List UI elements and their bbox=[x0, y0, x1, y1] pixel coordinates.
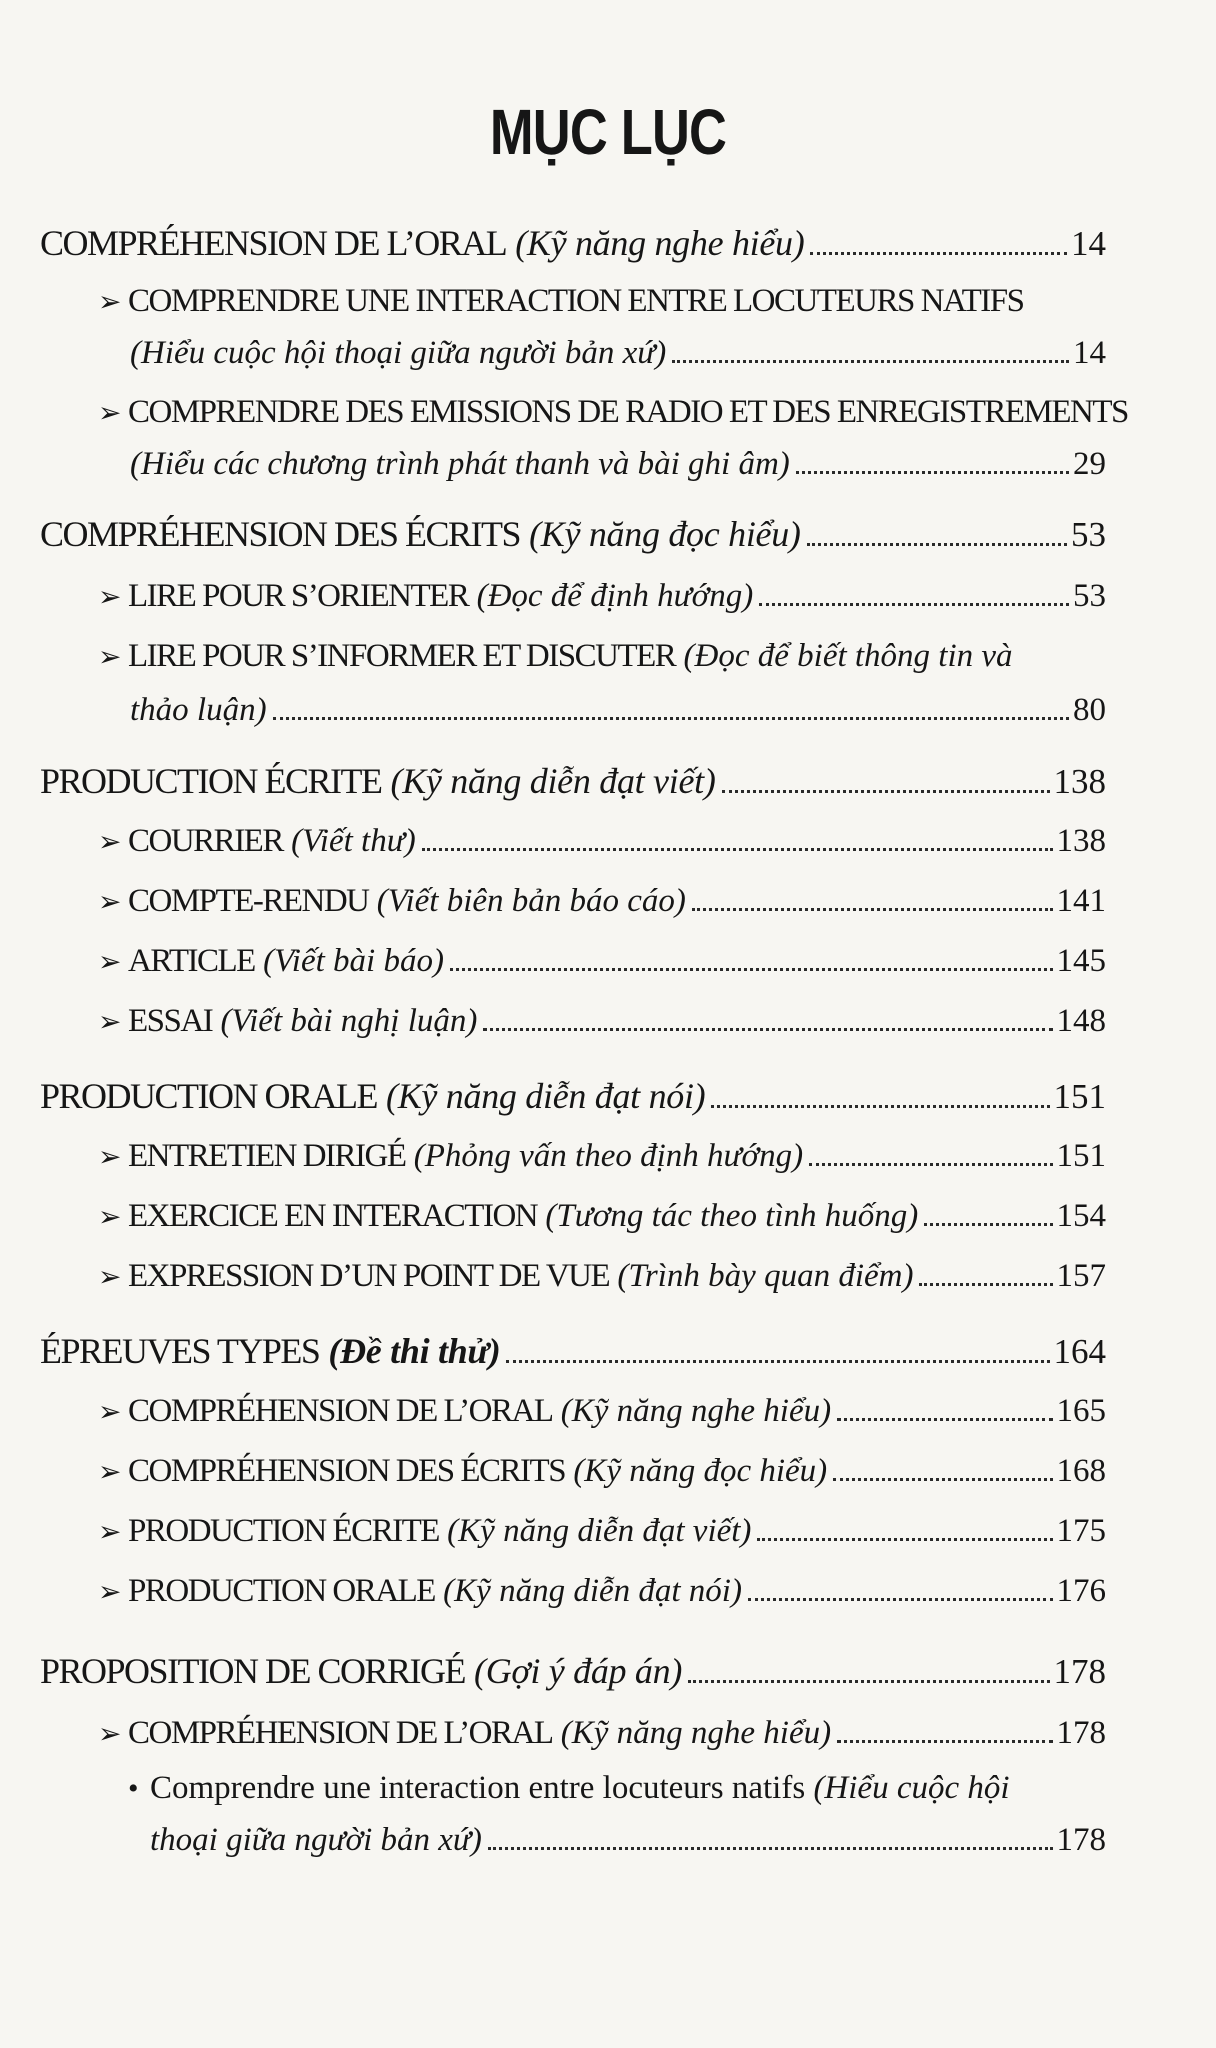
entry-french-title: PROPOSITION DE CORRIGÉ bbox=[40, 1651, 466, 1691]
page-number: 53 bbox=[1071, 515, 1106, 554]
toc-entry-essai[interactable] bbox=[98, 1003, 1106, 1040]
toc-entry-comprehension-oral[interactable] bbox=[40, 222, 1106, 264]
entry-french-title: PRODUCTION ORALE bbox=[40, 1076, 378, 1116]
page-number: 157 bbox=[1056, 1258, 1106, 1294]
entry-vietnamese-title: (Kỹ năng diễn đạt viết) bbox=[390, 761, 716, 801]
entry-french-title: COMPRENDRE DES EMISSIONS DE RADIO ET DES ENREGISTREMENTS bbox=[128, 394, 1128, 430]
dot-leader bbox=[919, 1283, 1052, 1286]
toc-entry-compte-rendu[interactable] bbox=[98, 883, 1106, 920]
entry-vietnamese-title: (Kỹ năng đọc hiểu) bbox=[573, 1453, 828, 1489]
page-number: 164 bbox=[1053, 1332, 1106, 1371]
page-number: 80 bbox=[1073, 692, 1106, 728]
dot-leader bbox=[833, 1478, 1052, 1481]
entry-french-title: ESSAI bbox=[128, 1003, 213, 1039]
page-number: 154 bbox=[1056, 1198, 1106, 1234]
entry-french-title: COMPTE-RENDU bbox=[128, 883, 369, 919]
entry-vietnamese-title: (Hiểu cuộc hội bbox=[813, 1770, 1010, 1806]
dot-leader bbox=[757, 1538, 1052, 1541]
page-number: 138 bbox=[1056, 823, 1106, 859]
toc-entry-article[interactable] bbox=[98, 943, 1106, 980]
toc-entry-production-orale[interactable] bbox=[40, 1075, 1106, 1117]
dot-leader bbox=[711, 1105, 1049, 1108]
dot-leader bbox=[809, 1163, 1052, 1166]
entry-vietnamese-title: (Viết bài nghị luận) bbox=[220, 1003, 478, 1039]
entry-vietnamese-title: (Phỏng vấn theo định hướng) bbox=[413, 1138, 804, 1174]
page-number: 178 bbox=[1053, 1652, 1106, 1691]
toc-entry-epreuves-production-orale[interactable] bbox=[98, 1573, 1106, 1610]
toc-entry-comprendre-emissions-cont[interactable] bbox=[130, 446, 1106, 483]
dot-leader bbox=[506, 1360, 1049, 1363]
entry-french-title: PRODUCTION ÉCRITE bbox=[40, 761, 382, 801]
entry-french-title: PRODUCTION ORALE bbox=[128, 1573, 435, 1609]
entry-vietnamese-title: (Kỹ năng nghe hiểu) bbox=[560, 1393, 832, 1429]
entry-french-title: COMPRÉHENSION DE L’ORAL bbox=[128, 1393, 553, 1429]
toc-entry-comprendre-interaction[interactable] bbox=[98, 283, 1023, 320]
dot-leader bbox=[722, 790, 1050, 793]
page-number: 151 bbox=[1056, 1138, 1106, 1174]
entry-french-title: LIRE POUR S’ORIENTER bbox=[128, 578, 469, 614]
entry-vietnamese-title-cont: thảo luận) bbox=[130, 692, 267, 728]
entry-french-title: COMPRÉHENSION DE L’ORAL bbox=[128, 1715, 553, 1751]
arrow-marker-icon: ➢ bbox=[98, 947, 122, 978]
entry-french-title: COMPRÉHENSION DE L’ORAL bbox=[40, 223, 507, 263]
dot-leader bbox=[488, 1847, 1053, 1850]
arrow-marker-icon: ➢ bbox=[98, 582, 122, 613]
arrow-marker-icon: ➢ bbox=[98, 1719, 122, 1750]
entry-french-title: LIRE POUR S’INFORMER ET DISCUTER bbox=[128, 638, 676, 674]
arrow-marker-icon: ➢ bbox=[98, 398, 122, 429]
toc-entry-comprehension-ecrits[interactable] bbox=[40, 513, 1106, 555]
page-number: 176 bbox=[1056, 1573, 1106, 1609]
entry-french-title: Comprendre une interaction entre locuteurs natifs bbox=[150, 1770, 806, 1806]
dot-leader bbox=[807, 543, 1067, 546]
page-number: 151 bbox=[1053, 1077, 1106, 1116]
entry-vietnamese-title: (Hiểu cuộc hội thoại giữa người bản xứ) bbox=[130, 335, 667, 371]
entry-vietnamese-title: (Trình bày quan điểm) bbox=[617, 1258, 914, 1294]
page-number: 29 bbox=[1073, 446, 1106, 482]
entry-french-title: COMPRENDRE UNE INTERACTION ENTRE LOCUTEURS NATIFS bbox=[128, 283, 1024, 319]
dot-leader bbox=[422, 848, 1053, 851]
toc-entry-lire-orienter[interactable] bbox=[98, 578, 1106, 615]
page-number: 145 bbox=[1056, 943, 1106, 979]
entry-french-title: EXPRESSION D’UN POINT DE VUE bbox=[128, 1258, 610, 1294]
entry-french-title: EXERCICE EN INTERACTION bbox=[128, 1198, 538, 1234]
arrow-marker-icon: ➢ bbox=[98, 1457, 122, 1488]
entry-vietnamese-title: (Kỹ năng nghe hiểu) bbox=[560, 1715, 832, 1751]
arrow-marker-icon: ➢ bbox=[98, 827, 122, 858]
entry-french-title: COURRIER bbox=[128, 823, 283, 859]
entry-vietnamese-title: (Gợi ý đáp án) bbox=[474, 1651, 683, 1691]
page-number: 165 bbox=[1056, 1393, 1106, 1429]
entry-vietnamese-title: (Viết biên bản báo cáo) bbox=[376, 883, 686, 919]
toc-entry-bullet-comprendre-interaction-cont[interactable] bbox=[150, 1822, 1106, 1859]
dot-leader bbox=[810, 252, 1067, 255]
arrow-marker-icon: ➢ bbox=[98, 1262, 122, 1293]
dot-leader bbox=[924, 1223, 1052, 1226]
toc-entry-epreuves-production-ecrite[interactable] bbox=[98, 1513, 1106, 1550]
entry-vietnamese-title: (Tương tác theo tình huống) bbox=[545, 1198, 919, 1234]
page-number: 138 bbox=[1053, 762, 1106, 801]
page-number: 14 bbox=[1071, 224, 1106, 263]
toc-entry-courrier[interactable] bbox=[98, 823, 1106, 860]
dot-leader bbox=[273, 717, 1069, 720]
entry-vietnamese-title: (Viết thư) bbox=[291, 823, 416, 859]
arrow-marker-icon: ➢ bbox=[98, 887, 122, 918]
dot-leader bbox=[837, 1740, 1052, 1743]
entry-vietnamese-title: (Đọc để biết thông tin và bbox=[683, 638, 1013, 674]
entry-french-title: ÉPREUVES TYPES bbox=[40, 1331, 320, 1371]
entry-vietnamese-title: (Kỹ năng nghe hiểu) bbox=[515, 223, 805, 263]
page-number: 14 bbox=[1073, 335, 1106, 371]
toc-entry-production-ecrite[interactable] bbox=[40, 760, 1106, 802]
entry-vietnamese-title: (Đọc để định hướng) bbox=[476, 578, 754, 614]
toc-entry-lire-informer-cont[interactable] bbox=[130, 692, 1106, 729]
dot-leader bbox=[796, 471, 1069, 474]
entry-vietnamese-title: (Viết bài báo) bbox=[263, 943, 444, 979]
toc-entry-epreuves-comprehension-ecrits[interactable] bbox=[98, 1453, 1106, 1490]
entry-vietnamese-title-cont: thoại giữa người bản xứ) bbox=[150, 1822, 482, 1858]
toc-entry-comprendre-interaction-cont[interactable] bbox=[130, 335, 1106, 372]
entry-french-title: COMPRÉHENSION DES ÉCRITS bbox=[40, 514, 521, 554]
page-number: 178 bbox=[1056, 1715, 1106, 1751]
page-number: 141 bbox=[1056, 883, 1106, 919]
arrow-marker-icon: ➢ bbox=[98, 1202, 122, 1233]
entry-vietnamese-title: (Đề thi thử) bbox=[328, 1331, 501, 1371]
page-number: 148 bbox=[1056, 1003, 1106, 1039]
dot-leader bbox=[672, 360, 1069, 363]
arrow-marker-icon: ➢ bbox=[98, 1517, 122, 1548]
entry-french-title: ENTRETIEN DIRIGÉ bbox=[128, 1138, 406, 1174]
entry-vietnamese-title: (Kỹ năng diễn đạt nói) bbox=[443, 1573, 742, 1609]
dot-leader bbox=[748, 1598, 1053, 1601]
dot-leader bbox=[688, 1680, 1049, 1683]
toc-entry-exercice-interaction[interactable] bbox=[98, 1198, 1106, 1235]
entry-french-title: ARTICLE bbox=[128, 943, 255, 979]
dot-leader bbox=[759, 603, 1069, 606]
toc-entry-corrige-comprehension-oral[interactable] bbox=[98, 1715, 1106, 1752]
bullet-icon: • bbox=[128, 1772, 139, 1805]
page-number: 178 bbox=[1056, 1822, 1106, 1858]
toc-entry-epreuves-comprehension-oral[interactable] bbox=[98, 1393, 1106, 1430]
toc-entry-proposition-corrige[interactable] bbox=[40, 1650, 1106, 1692]
page-title: MỤC LỤC bbox=[489, 96, 727, 168]
toc-entry-entretien-dirige[interactable] bbox=[98, 1138, 1106, 1175]
toc-entry-lire-informer[interactable] bbox=[98, 638, 1013, 675]
entry-vietnamese-title: (Kỹ năng đọc hiểu) bbox=[529, 514, 801, 554]
arrow-marker-icon: ➢ bbox=[98, 642, 122, 673]
toc-entry-epreuves-types[interactable] bbox=[40, 1330, 1106, 1372]
page-number: 53 bbox=[1073, 578, 1106, 614]
arrow-marker-icon: ➢ bbox=[98, 1577, 122, 1608]
page-number: 175 bbox=[1056, 1513, 1106, 1549]
dot-leader bbox=[450, 968, 1053, 971]
dot-leader bbox=[483, 1028, 1052, 1031]
entry-vietnamese-title: (Hiểu các chương trình phát thanh và bài ghi âm) bbox=[130, 446, 790, 482]
dot-leader bbox=[837, 1418, 1052, 1421]
arrow-marker-icon: ➢ bbox=[98, 287, 122, 318]
entry-french-title: PRODUCTION ÉCRITE bbox=[128, 1513, 439, 1549]
arrow-marker-icon: ➢ bbox=[98, 1142, 122, 1173]
entry-vietnamese-title: (Kỹ năng diễn đạt viết) bbox=[447, 1513, 752, 1549]
toc-entry-bullet-comprendre-interaction[interactable] bbox=[128, 1770, 1010, 1807]
arrow-marker-icon: ➢ bbox=[98, 1397, 122, 1428]
toc-entry-comprendre-emissions[interactable] bbox=[98, 394, 1128, 431]
dot-leader bbox=[692, 908, 1053, 911]
page-number: 168 bbox=[1056, 1453, 1106, 1489]
toc-entry-expression-point-de-vue[interactable] bbox=[98, 1258, 1106, 1295]
entry-french-title: COMPRÉHENSION DES ÉCRITS bbox=[128, 1453, 566, 1489]
entry-vietnamese-title: (Kỹ năng diễn đạt nói) bbox=[386, 1076, 706, 1116]
arrow-marker-icon: ➢ bbox=[98, 1007, 122, 1038]
